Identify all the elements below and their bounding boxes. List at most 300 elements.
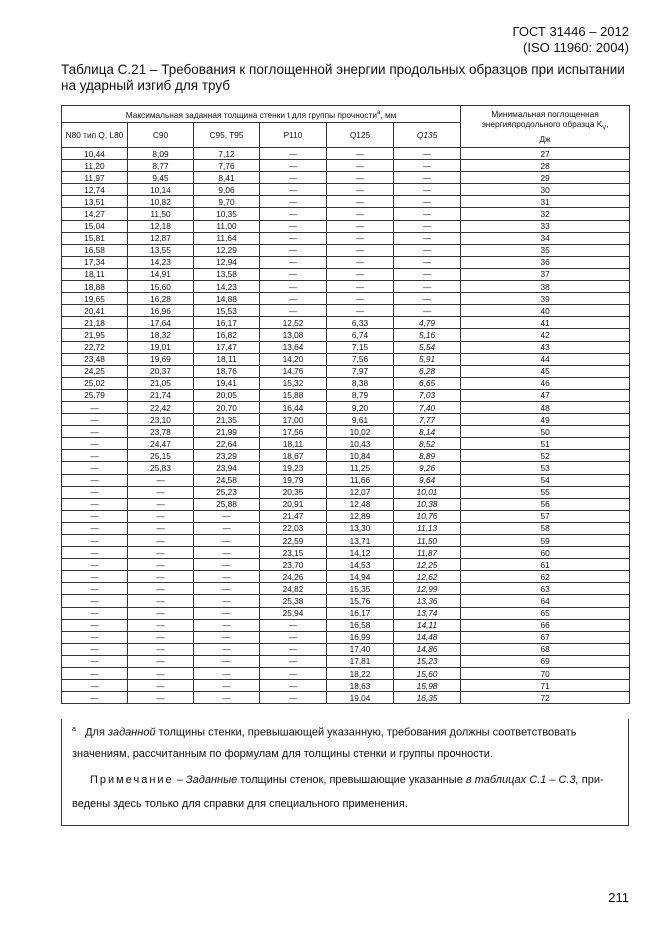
table-row <box>62 305 630 317</box>
table-cell: — <box>260 244 327 256</box>
table-row <box>62 414 630 426</box>
table-caption <box>61 62 631 94</box>
table-cell: 12,29 <box>194 244 260 256</box>
table-cell: 59 <box>461 535 630 547</box>
table-cell: — <box>327 305 394 317</box>
table-cell: 24,25 <box>62 365 128 377</box>
table-cell: 60 <box>461 547 630 559</box>
table-cell: 15,98 <box>394 680 461 692</box>
table-cell: 7,56 <box>327 353 394 365</box>
standard-number: ГОСТ 31446 – 2012 <box>512 24 629 39</box>
table-cell: — <box>327 232 394 244</box>
table-cell: 50 <box>461 426 630 438</box>
table-cell: 51 <box>461 438 630 450</box>
table-cell: — <box>62 643 128 655</box>
table-row <box>62 438 630 450</box>
table-cell: 36 <box>461 256 630 268</box>
table-cell: 9,45 <box>128 172 194 184</box>
table-cell: 19,23 <box>260 462 327 474</box>
table-cell: 14,91 <box>128 268 194 280</box>
table-row <box>62 401 630 413</box>
table-cell: — <box>62 595 128 607</box>
table-cell: — <box>194 668 260 680</box>
table-cell: 20,91 <box>260 498 327 510</box>
table-cell: 25,02 <box>62 377 128 389</box>
table-cell: — <box>194 619 260 631</box>
table-cell: 30 <box>461 184 630 196</box>
table-row <box>62 365 630 377</box>
table-cell: 16,17 <box>327 607 394 619</box>
table-cell: 23,94 <box>194 462 260 474</box>
note-text-a: – <box>173 774 186 786</box>
table-cell: 24,58 <box>194 474 260 486</box>
note-text-e: при- <box>578 774 604 786</box>
table-cell: — <box>62 450 128 462</box>
table-cell: 5,54 <box>394 341 461 353</box>
table-row <box>62 547 630 559</box>
table-cell: 7,12 <box>194 148 260 160</box>
group-header <box>62 106 461 123</box>
table-row <box>62 643 630 655</box>
table-cell: — <box>394 220 461 232</box>
footnote-text-b: заданной <box>107 726 156 739</box>
table-cell: — <box>194 655 260 667</box>
table-cell: 68 <box>461 643 630 655</box>
table-cell: 10,35 <box>194 208 260 220</box>
table-cell: 23,29 <box>194 450 260 462</box>
column-header: C95, T95 <box>194 123 260 148</box>
table-cell: — <box>327 268 394 280</box>
table-row <box>62 232 630 244</box>
table-cell: — <box>327 160 394 172</box>
caption-line-1: Таблица С.21 – Требования к поглощенной энергии продольных образцов при испытании <box>61 62 625 77</box>
table-cell: 21,18 <box>62 317 128 329</box>
table-row <box>62 595 630 607</box>
table-cell: — <box>128 535 194 547</box>
table-cell: 16,35 <box>394 692 461 704</box>
table-row <box>62 268 630 280</box>
table-cell: 44 <box>461 353 630 365</box>
table-cell: 16,17 <box>194 317 260 329</box>
table-cell: — <box>62 619 128 631</box>
table-row <box>62 281 630 293</box>
table-cell: 9,61 <box>327 414 394 426</box>
table-cell: 16,58 <box>327 619 394 631</box>
note-text-c: толщины стенок, превышающие указанные <box>237 774 466 786</box>
table-cell: 16,82 <box>194 329 260 341</box>
table-cell: — <box>62 498 128 510</box>
table-cell: 52 <box>461 450 630 462</box>
table-cell: 10,02 <box>327 426 394 438</box>
column-header: Q125 <box>327 123 394 148</box>
table-cell: 19,65 <box>62 293 128 305</box>
table-cell: — <box>194 595 260 607</box>
table-cell: 70 <box>461 668 630 680</box>
table-cell: — <box>128 668 194 680</box>
table-cell: — <box>62 401 128 413</box>
table-cell: — <box>128 522 194 534</box>
table-cell: 25,94 <box>260 607 327 619</box>
table-cell: 9,26 <box>394 462 461 474</box>
column-header: N80 тип Q, L80 <box>62 123 128 148</box>
table-cell: 21,74 <box>128 389 194 401</box>
table-cell: 65 <box>461 607 630 619</box>
table-cell: 15,35 <box>327 583 394 595</box>
table-cell: 8,52 <box>394 438 461 450</box>
table-cell: 14,94 <box>327 571 394 583</box>
table-row <box>62 196 630 208</box>
table-cell: — <box>394 208 461 220</box>
table-cell: — <box>62 680 128 692</box>
table-cell: — <box>260 268 327 280</box>
table-cell: 47 <box>461 389 630 401</box>
table-cell: 19,69 <box>128 353 194 365</box>
table-row <box>62 184 630 196</box>
table-cell: — <box>194 510 260 522</box>
table-row <box>62 160 630 172</box>
column-header: C90 <box>128 123 194 148</box>
table-row <box>62 256 630 268</box>
table-cell: 34 <box>461 232 630 244</box>
table-cell: — <box>394 196 461 208</box>
table-cell: — <box>128 619 194 631</box>
table-cell: 17,64 <box>128 317 194 329</box>
table-cell: — <box>394 184 461 196</box>
table-cell: 9,70 <box>194 196 260 208</box>
table-row <box>62 172 630 184</box>
table-cell: — <box>260 208 327 220</box>
footnote-marker: а <box>72 726 76 733</box>
table-cell: 17,56 <box>260 426 327 438</box>
table-cell: 14,12 <box>327 547 394 559</box>
table-cell: 11,66 <box>327 474 394 486</box>
table-cell: 11,50 <box>128 208 194 220</box>
table-cell: 42 <box>461 329 630 341</box>
table-cell: — <box>260 305 327 317</box>
table-cell: 54 <box>461 474 630 486</box>
note-label: Примечание <box>90 774 174 786</box>
table-cell: 27 <box>461 148 630 160</box>
table-cell: — <box>394 305 461 317</box>
table-cell: — <box>194 522 260 534</box>
table-cell: 57 <box>461 510 630 522</box>
table-cell: — <box>327 293 394 305</box>
table-cell: 12,94 <box>194 256 260 268</box>
table-cell: 13,74 <box>394 607 461 619</box>
table-cell: 18,63 <box>327 680 394 692</box>
table-cell: 14,86 <box>394 643 461 655</box>
iso-reference: (ISO 11960: 2004) <box>523 40 629 55</box>
table-cell: 8,14 <box>394 426 461 438</box>
table-cell: 18,22 <box>327 668 394 680</box>
table-cell: — <box>260 184 327 196</box>
table-cell: 15,04 <box>62 220 128 232</box>
table-cell: 19,79 <box>260 474 327 486</box>
table-cell: — <box>62 668 128 680</box>
table-row <box>62 377 630 389</box>
table-cell: 7,15 <box>327 341 394 353</box>
table-cell: — <box>260 160 327 172</box>
table-cell: 62 <box>461 571 630 583</box>
table-cell: 5,91 <box>394 353 461 365</box>
table-cell: — <box>260 655 327 667</box>
table-cell: 12,52 <box>260 317 327 329</box>
table-cell: 13,08 <box>260 329 327 341</box>
table-row <box>62 571 630 583</box>
energy-header-line-1: Минимальная поглощенная <box>491 109 599 120</box>
table-cell: 25,38 <box>260 595 327 607</box>
table-cell: 15,76 <box>327 595 394 607</box>
table-cell: — <box>62 426 128 438</box>
table-cell: 7,76 <box>194 160 260 172</box>
table-row <box>62 329 630 341</box>
table-row <box>62 474 630 486</box>
table-cell: 25,79 <box>62 389 128 401</box>
table-cell: 12,25 <box>394 559 461 571</box>
table-cell: 17,47 <box>194 341 260 353</box>
table-row <box>62 498 630 510</box>
table-cell: — <box>128 547 194 559</box>
table-cell: 12,48 <box>327 498 394 510</box>
footnote-line-1 <box>72 723 624 740</box>
table-row <box>62 317 630 329</box>
column-header: Q135 <box>394 123 461 148</box>
table-cell: 8,89 <box>394 450 461 462</box>
table-cell: 14,27 <box>62 208 128 220</box>
table-cell: 10,38 <box>394 498 461 510</box>
table-cell: 12,18 <box>128 220 194 232</box>
table-cell: — <box>128 474 194 486</box>
table-cell: — <box>62 510 128 522</box>
table-cell: — <box>260 643 327 655</box>
table-cell: 21,99 <box>194 426 260 438</box>
table-cell: — <box>194 547 260 559</box>
table-cell: — <box>62 655 128 667</box>
table-cell: 17,40 <box>327 643 394 655</box>
table-cell: 24,47 <box>128 438 194 450</box>
table-cell: — <box>62 631 128 643</box>
table-cell: 16,44 <box>260 401 327 413</box>
note-text-d: в таблицах С.1 – С.3, <box>465 774 579 786</box>
table-cell: 6,33 <box>327 317 394 329</box>
footnote-ref: а <box>377 110 381 117</box>
table-row <box>62 220 630 232</box>
table-row <box>62 607 630 619</box>
table-cell: 13,71 <box>327 535 394 547</box>
table-cell: 9,20 <box>327 401 394 413</box>
table-cell: — <box>194 571 260 583</box>
table-cell: 11,00 <box>194 220 260 232</box>
table-cell: — <box>128 655 194 667</box>
table-cell: — <box>260 256 327 268</box>
table-cell: 19,01 <box>128 341 194 353</box>
table-cell: 20,05 <box>194 389 260 401</box>
table-cell: 49 <box>461 414 630 426</box>
table-cell: 21,47 <box>260 510 327 522</box>
table-cell: — <box>394 232 461 244</box>
energy-header-line-2: энергияпродольного образца $K_V$, <box>481 119 609 132</box>
table-cell: — <box>260 680 327 692</box>
table-cell: 18,11 <box>62 268 128 280</box>
table-cell: 20,35 <box>260 486 327 498</box>
table-row <box>62 341 630 353</box>
table-cell: 10,14 <box>128 184 194 196</box>
table-cell: — <box>394 268 461 280</box>
table-cell: 12,99 <box>394 583 461 595</box>
table-cell: 10,76 <box>394 510 461 522</box>
table-cell: — <box>327 196 394 208</box>
table-cell: 11,64 <box>194 232 260 244</box>
table-row <box>62 389 630 401</box>
table-cell: 15,23 <box>394 655 461 667</box>
table-body <box>62 148 630 704</box>
table-cell: 25,23 <box>194 486 260 498</box>
table-cell: 18,32 <box>128 329 194 341</box>
table-cell: 15,88 <box>260 389 327 401</box>
table-cell: 11,25 <box>327 462 394 474</box>
table-cell: 8,38 <box>327 377 394 389</box>
table-cell: — <box>128 595 194 607</box>
table-cell: — <box>394 293 461 305</box>
table-cell: — <box>62 535 128 547</box>
table-cell: 28 <box>461 160 630 172</box>
table-row <box>62 559 630 571</box>
table-cell: — <box>327 220 394 232</box>
table-cell: 11,13 <box>394 522 461 534</box>
table-cell: 7,40 <box>394 401 461 413</box>
table-cell: — <box>327 256 394 268</box>
table-row <box>62 426 630 438</box>
table-cell: — <box>62 583 128 595</box>
table-row <box>62 486 630 498</box>
table-row <box>62 510 630 522</box>
footnote-text-a: Для <box>85 726 108 739</box>
table-cell: 13,64 <box>260 341 327 353</box>
table-cell: 16,96 <box>128 305 194 317</box>
table-cell: — <box>260 220 327 232</box>
table-cell: 43 <box>461 341 630 353</box>
table-cell: — <box>194 692 260 704</box>
table-cell: 20,37 <box>128 365 194 377</box>
energy-header-text: энергияпродольного образца K <box>481 119 603 130</box>
table-cell: 23,78 <box>128 426 194 438</box>
table-cell: 25,88 <box>194 498 260 510</box>
table-cell: 63 <box>461 583 630 595</box>
caption-line-2: на ударный изгиб для труб <box>61 78 231 93</box>
table-cell: 10,43 <box>327 438 394 450</box>
table-cell: — <box>62 462 128 474</box>
table-cell: 17,34 <box>62 256 128 268</box>
table-cell: 19,41 <box>194 377 260 389</box>
energy-header-line-3: Дж <box>539 133 551 144</box>
table-cell: — <box>128 643 194 655</box>
table-cell: 23,70 <box>260 559 327 571</box>
table-row <box>62 631 630 643</box>
table-cell: 15,60 <box>394 668 461 680</box>
table-cell: — <box>128 583 194 595</box>
note-line-1 <box>72 773 624 787</box>
table-cell: 17,00 <box>260 414 327 426</box>
table-cell: 9,06 <box>194 184 260 196</box>
table-cell: 11,20 <box>62 160 128 172</box>
table-cell: 15,32 <box>260 377 327 389</box>
energy-requirements-table <box>61 105 630 704</box>
page-number: 211 <box>608 890 629 905</box>
table-cell: — <box>194 559 260 571</box>
note-text-b: Заданные <box>185 774 238 786</box>
table-cell: — <box>194 643 260 655</box>
table-cell: 46 <box>461 377 630 389</box>
table-cell: 40 <box>461 305 630 317</box>
table-cell: 25,15 <box>128 450 194 462</box>
table-row <box>62 668 630 680</box>
table-row <box>62 655 630 667</box>
table-cell: — <box>194 680 260 692</box>
table-cell: 22,64 <box>194 438 260 450</box>
note-line-2: ведены здесь только для справки для специального применения. <box>72 798 408 810</box>
table-cell: 71 <box>461 680 630 692</box>
table-cell: — <box>194 607 260 619</box>
table-cell: 12,62 <box>394 571 461 583</box>
table-cell: — <box>260 631 327 643</box>
table-cell: 11,50 <box>394 535 461 547</box>
table-cell: 39 <box>461 293 630 305</box>
table-cell: 14,23 <box>128 256 194 268</box>
table-cell: — <box>260 692 327 704</box>
table-cell: 18,11 <box>194 353 260 365</box>
table-cell: 14,20 <box>260 353 327 365</box>
table-cell: 22,59 <box>260 535 327 547</box>
table-cell: — <box>327 208 394 220</box>
table-cell: 58 <box>461 522 630 534</box>
table-row <box>62 680 630 692</box>
table-cell: 67 <box>461 631 630 643</box>
table-cell: — <box>260 172 327 184</box>
table-row <box>62 583 630 595</box>
table-cell: 16,99 <box>327 631 394 643</box>
table-cell: 13,30 <box>327 522 394 534</box>
document-header <box>513 24 629 56</box>
table-cell: 61 <box>461 559 630 571</box>
table-cell: 12,74 <box>62 184 128 196</box>
table-cell: 8,41 <box>194 172 260 184</box>
table-cell: — <box>62 547 128 559</box>
table-cell: 15,81 <box>62 232 128 244</box>
table-cell: 18,88 <box>62 281 128 293</box>
table-cell: 9,64 <box>394 474 461 486</box>
table-cell: — <box>62 414 128 426</box>
table-row <box>62 462 630 474</box>
table-cell: 66 <box>461 619 630 631</box>
table-row <box>62 148 630 160</box>
table-cell: 12,87 <box>128 232 194 244</box>
table-cell: 41 <box>461 317 630 329</box>
table-cell: — <box>260 196 327 208</box>
table-cell: — <box>128 498 194 510</box>
table-row <box>62 208 630 220</box>
table-cell: — <box>260 619 327 631</box>
table-cell: 10,84 <box>327 450 394 462</box>
table-row <box>62 522 630 534</box>
table-cell: 20,70 <box>194 401 260 413</box>
table-cell: 16,28 <box>128 293 194 305</box>
group-header-text: Максимальная заданная толщина стенки t для группы прочности <box>125 109 377 120</box>
table-cell: 11,87 <box>394 547 461 559</box>
table-cell: — <box>62 692 128 704</box>
table-cell: — <box>260 281 327 293</box>
table-row <box>62 450 630 462</box>
table-cell: — <box>62 438 128 450</box>
